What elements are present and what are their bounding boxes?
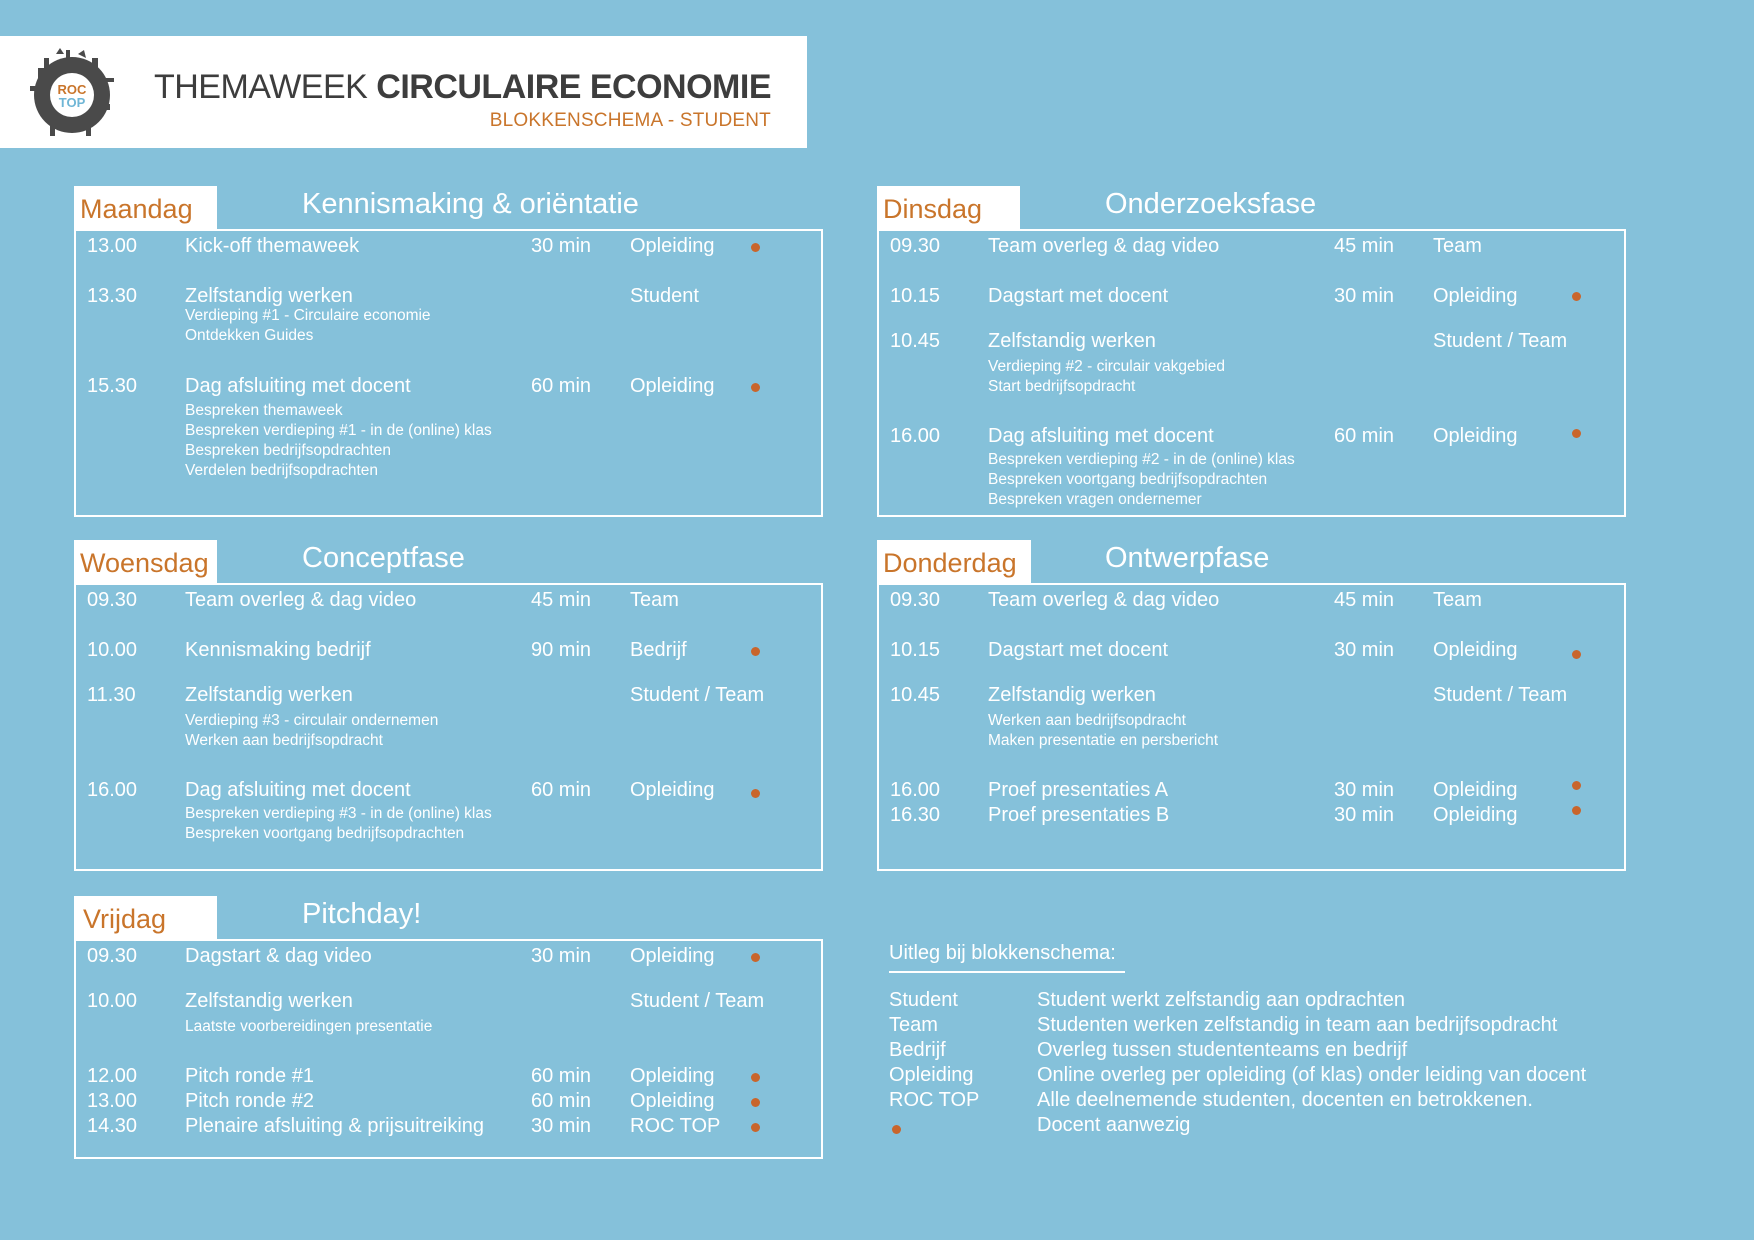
day-theme: Kennismaking & oriëntatie [302, 188, 639, 220]
row-participants: Opleiding [630, 375, 715, 397]
row-participants: Opleiding [630, 945, 715, 967]
day-theme: Onderzoeksfase [1105, 188, 1317, 220]
detail-line: Verdieping #2 - circulair vakgebied [988, 358, 1225, 375]
row-activity: Proef presentaties B [988, 804, 1170, 826]
page-subtitle: BLOKKENSCHEMA - STUDENT [489, 110, 771, 131]
detail-line: Laatste voorbereidingen presentatie [185, 1018, 433, 1035]
legend-description: Docent aanwezig [1037, 1114, 1191, 1136]
row-participants: ROC TOP [630, 1115, 721, 1137]
row-time: 09.30 [890, 235, 941, 257]
day-block-vrijdag [74, 896, 823, 1161]
row-participants: Student / Team [1433, 684, 1568, 706]
row-participants: Opleiding [1433, 639, 1518, 661]
detail-line: Verdieping #1 - Circulaire economie [185, 307, 431, 324]
day-theme: Conceptfase [302, 542, 465, 574]
header-banner [0, 36, 807, 148]
teacher-present-dot [751, 1073, 760, 1082]
logo-text-roc: ROC [57, 82, 87, 97]
row-participants: Opleiding [1433, 779, 1518, 801]
legend-item [889, 1064, 1649, 1089]
row-duration: 30 min [531, 945, 592, 967]
legend-term: Student [889, 989, 958, 1011]
row-time: 09.30 [87, 945, 138, 967]
teacher-present-dot [1572, 806, 1581, 815]
detail-line: Verdieping #3 - circulair ondernemen [185, 712, 439, 729]
legend-item [889, 989, 1649, 1014]
row-activity: Dagstart met docent [988, 285, 1169, 307]
row-details [185, 306, 431, 346]
row-duration: 45 min [531, 589, 592, 611]
row-details [185, 711, 438, 751]
row-time: 13.00 [87, 1090, 138, 1112]
row-participants: Team [630, 589, 679, 611]
logo-text-top: TOP [58, 95, 86, 110]
row-activity: Dagstart & dag video [185, 945, 372, 967]
row-time: 13.30 [87, 285, 138, 307]
schedule-box [74, 939, 823, 1159]
row-details [988, 711, 1218, 751]
teacher-present-dot [751, 383, 760, 392]
row-time: 16.00 [87, 779, 138, 801]
detail-line: Bespreken verdieping #2 - in de (online) klas [988, 451, 1295, 468]
row-duration: 30 min [531, 1115, 592, 1137]
legend-description: Student werkt zelfstandig aan opdrachten [1037, 989, 1406, 1011]
teacher-present-dot [1572, 781, 1581, 790]
row-details [185, 804, 492, 844]
teacher-present-dot [892, 1125, 901, 1134]
day-theme: Pitchday! [302, 898, 422, 930]
detail-line: Start bedrijfsopdracht [988, 378, 1136, 395]
row-activity: Dag afsluiting met docent [988, 425, 1214, 447]
row-activity: Kick-off themaweek [185, 235, 360, 257]
title-light: THEMAWEEK [153, 68, 377, 106]
row-time: 09.30 [890, 589, 941, 611]
row-duration: 60 min [1334, 425, 1395, 447]
row-activity: Zelfstandig werken [185, 285, 353, 307]
day-tab: Vrijdag [74, 896, 217, 940]
day-tab: Dinsdag [877, 186, 1020, 230]
detail-line: Bespreken voortgang bedrijfsopdrachten [185, 825, 465, 842]
row-time: 15.30 [87, 375, 138, 397]
legend-term: ROC TOP [889, 1089, 980, 1111]
schedule-box [877, 583, 1626, 871]
row-activity: Zelfstandig werken [988, 330, 1156, 352]
row-activity: Zelfstandig werken [185, 990, 353, 1012]
teacher-present-dot [751, 647, 760, 656]
row-time: 13.00 [87, 235, 138, 257]
row-participants: Opleiding [630, 1090, 715, 1112]
detail-line: Werken aan bedrijfsopdracht [185, 732, 383, 749]
row-activity: Dagstart met docent [988, 639, 1169, 661]
row-activity: Dag afsluiting met docent [185, 779, 411, 801]
legend-item [889, 1039, 1649, 1064]
row-participants: Opleiding [630, 235, 715, 257]
row-time: 09.30 [87, 589, 138, 611]
row-participants: Opleiding [1433, 285, 1518, 307]
row-activity: Team overleg & dag video [988, 235, 1220, 257]
row-activity: Dag afsluiting met docent [185, 375, 411, 397]
row-duration: 30 min [1334, 285, 1395, 307]
detail-line: Bespreken verdieping #3 - in de (online) klas [185, 805, 492, 822]
day-tab: Maandag [74, 186, 217, 230]
row-duration: 45 min [1334, 589, 1395, 611]
legend-term: Bedrijf [889, 1039, 946, 1061]
row-participants: Student / Team [630, 990, 765, 1012]
legend-description: Overleg tussen studententeams en bedrijf [1037, 1039, 1408, 1061]
row-activity: Kennismaking bedrijf [185, 639, 371, 661]
legend-item [889, 1014, 1649, 1039]
row-participants: Opleiding [1433, 804, 1518, 826]
row-participants: Team [1433, 235, 1482, 257]
row-time: 10.00 [87, 639, 138, 661]
row-participants: Opleiding [630, 1065, 715, 1087]
detail-line: Bespreken themaweek [185, 402, 343, 419]
legend-term: Team [889, 1014, 938, 1036]
row-time: 10.45 [890, 684, 941, 706]
detail-line: Ontdekken Guides [185, 327, 314, 344]
legend-description: Alle deelnemende studenten, docenten en betrokkenen. [1037, 1089, 1533, 1111]
row-details [185, 401, 492, 481]
row-participants: Opleiding [1433, 425, 1518, 447]
row-activity: Zelfstandig werken [185, 684, 353, 706]
row-time: 14.30 [87, 1115, 138, 1137]
legend-title: Uitleg bij blokkenschema: [889, 942, 1125, 973]
schedule-box [877, 229, 1626, 517]
row-participants: Team [1433, 589, 1482, 611]
row-time: 16.00 [890, 425, 941, 447]
day-tab: Woensdag [74, 540, 217, 584]
row-activity: Pitch ronde #2 [185, 1090, 314, 1112]
row-activity: Zelfstandig werken [988, 684, 1156, 706]
row-duration: 30 min [1334, 804, 1395, 826]
row-participants: Bedrijf [630, 639, 687, 661]
day-block-maandag [74, 186, 823, 520]
detail-line: Bespreken bedrijfsopdrachten [185, 442, 391, 459]
legend-item [889, 1114, 1649, 1139]
row-participants: Opleiding [630, 779, 715, 801]
row-duration: 60 min [531, 1065, 592, 1087]
detail-line: Maken presentatie en persbericht [988, 732, 1219, 749]
row-activity: Proef presentaties A [988, 779, 1169, 801]
page-title [154, 68, 771, 107]
legend-term: Opleiding [889, 1064, 974, 1086]
teacher-present-dot [751, 953, 760, 962]
roc-top-logo [20, 48, 120, 138]
teacher-present-dot [751, 243, 760, 252]
row-time: 10.45 [890, 330, 941, 352]
row-time: 16.00 [890, 779, 941, 801]
schedule-box [74, 229, 823, 517]
row-duration: 60 min [531, 1090, 592, 1112]
legend-description: Online overleg per opleiding (of klas) onder leiding van docent [1037, 1064, 1587, 1086]
day-theme: Ontwerpfase [1105, 542, 1270, 574]
detail-line: Bespreken verdieping #1 - in de (online) klas [185, 422, 492, 439]
teacher-present-dot [1572, 429, 1581, 438]
detail-line: Bespreken voortgang bedrijfsopdrachten [988, 471, 1268, 488]
row-activity: Plenaire afsluiting & prijsuitreiking [185, 1115, 485, 1137]
title-bold: CIRCULAIRE ECONOMIE [376, 68, 771, 106]
teacher-present-dot [1572, 292, 1581, 301]
day-block-woensdag [74, 540, 823, 874]
teacher-present-dot [751, 1098, 760, 1107]
row-participants: Student / Team [630, 684, 765, 706]
row-duration: 90 min [531, 639, 592, 661]
detail-line: Bespreken vragen ondernemer [988, 491, 1202, 508]
row-participants: Student [630, 285, 699, 307]
row-duration: 60 min [531, 779, 592, 801]
legend-description: Studenten werken zelfstandig in team aan bedrijfsopdracht [1037, 1014, 1558, 1036]
row-activity: Team overleg & dag video [185, 589, 417, 611]
schedule-box [74, 583, 823, 871]
row-duration: 30 min [1334, 639, 1395, 661]
detail-line: Verdelen bedrijfsopdrachten [185, 462, 379, 479]
teacher-present-dot [751, 1123, 760, 1132]
legend [889, 942, 1649, 1139]
row-time: 10.15 [890, 639, 941, 661]
row-duration: 30 min [1334, 779, 1395, 801]
day-block-dinsdag [877, 186, 1626, 520]
row-duration: 30 min [531, 235, 592, 257]
detail-line: Werken aan bedrijfsopdracht [988, 712, 1186, 729]
legend-item [889, 1089, 1649, 1114]
row-duration: 60 min [531, 375, 592, 397]
teacher-present-dot [751, 789, 760, 798]
row-participants: Student / Team [1433, 330, 1568, 352]
row-activity: Pitch ronde #1 [185, 1065, 314, 1087]
row-duration: 45 min [1334, 235, 1395, 257]
row-time: 11.30 [87, 684, 136, 706]
day-block-donderdag [877, 540, 1626, 874]
row-time: 10.15 [890, 285, 941, 307]
row-time: 16.30 [890, 804, 941, 826]
row-time: 10.00 [87, 990, 138, 1012]
row-details [185, 1017, 432, 1037]
row-time: 12.00 [87, 1065, 138, 1087]
legend-list [889, 989, 1649, 1139]
day-tab: Donderdag [877, 540, 1031, 584]
row-details [988, 450, 1295, 510]
row-details [988, 357, 1225, 397]
row-activity: Team overleg & dag video [988, 589, 1220, 611]
teacher-present-dot [1572, 650, 1581, 659]
